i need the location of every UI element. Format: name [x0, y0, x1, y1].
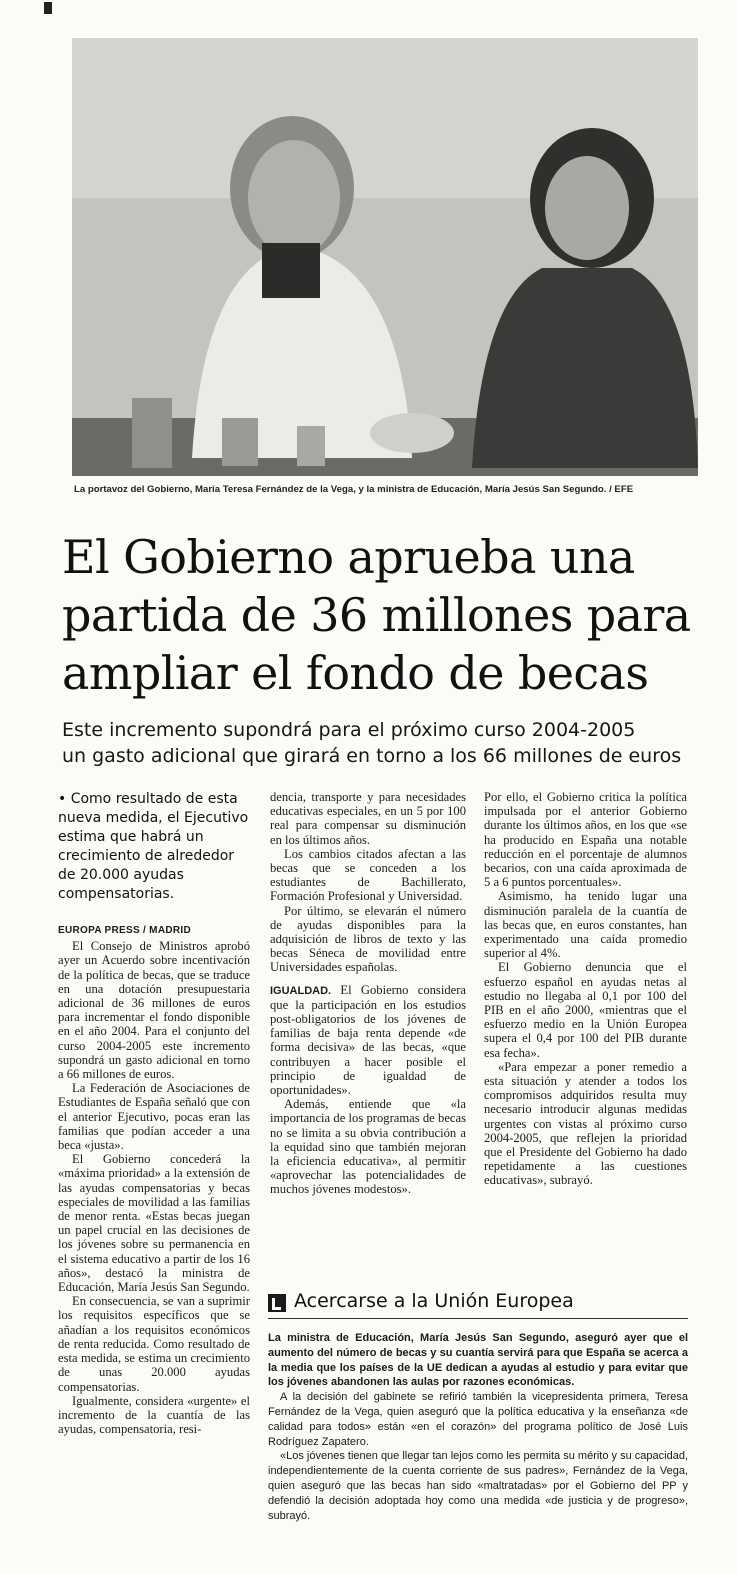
- sidebar-lead: La ministra de Educación, María Jesús San Segundo, aseguró ayer que el aumento del número de becas y su cuantía servirá para que España se acerca a la media que los países de la UE dedican a ayudas al estudio y para evitar que los jóvenes abandonen las aulas por razones económicas.: [268, 1332, 688, 1389]
- section-kicker: IGUALDAD.: [270, 984, 332, 997]
- paragraph: Por ello, el Gobierno critica la política impulsada por el anterior Gobierno durante los últimos años, en los que «se ha producido en España una notable reducción en el porcentaje de alumnos becarios, con una caída aproximada de 5 a 6 puntos porcentuales».: [484, 790, 687, 890]
- subheadline: [62, 717, 712, 769]
- sidebar-box-body: [268, 1331, 688, 1523]
- article-column-2: [270, 790, 466, 1197]
- byline: EUROPA PRESS / MADRID: [58, 925, 191, 936]
- article-column-3: [484, 790, 687, 1188]
- paragraph: El Consejo de Ministros aprobó ayer un Acuerdo sobre incentivación de la política de becas, que se traduce en una dotación presupuestaria adicional de 36 millones de euros para incrementar el fondo disponible en el año 2004. Para el conjunto del curso 2004-2005 este incremento supondrá un gasto adicional en torno a 66 millones de euros.: [58, 939, 250, 1082]
- section-marker-icon: [268, 1294, 286, 1312]
- summary-highlight: • Como resultado de esta nueva medida, el Ejecutivo estima que habrá un crecimiento de alrededor de 20.000 ayudas compensatorias.: [58, 791, 249, 902]
- sidebar-box: [268, 1290, 688, 1523]
- subheadline-line: un gasto adicional que girará en torno a los 66 millones de euros: [62, 745, 682, 767]
- subheadline-line: Este incremento supondrá para el próximo curso 2004-2005: [62, 719, 636, 741]
- headline-line: El Gobierno aprueba una: [62, 530, 635, 584]
- paragraph: [270, 983, 466, 1098]
- paragraph: A la decisión del gabinete se refirió también la vicepresidenta primera, Teresa Fernández de la Vega, quien aseguró que la política educativa y la enseñanza «de calidad para todos» están «en el corazón» del programa político de José Luis Rodríguez Zapatero.: [268, 1391, 688, 1448]
- sidebar-box-header: [268, 1290, 688, 1319]
- paragraph: Por último, se elevarán el número de ayudas disponibles para la adquisición de libros de texto y las becas Séneca de movilidad entre Universidades españolas.: [270, 903, 466, 975]
- headline-line: partida de 36 millones para: [62, 588, 691, 642]
- paragraph: Además, entiende que «la importancia de los programas de becas no se limita a su obvia contribución a la equidad sino que también mejoran la eficiencia educativa», al permitir «aprovechar las potencialidades de muchos jóvenes modestos».: [270, 1097, 466, 1197]
- photo-caption: La portavoz del Gobierno, María Teresa Fernández de la Vega, y la ministra de Educación, María Jesús San Segundo. / EFE: [74, 484, 634, 495]
- paragraph: Los cambios citados afectan a las becas que se conceden a los estudiantes de Bachillerato, Formación Profesional y Universidad.: [270, 846, 466, 904]
- corner-mark: [44, 2, 52, 14]
- paragraph: «Los jóvenes tienen que llegar tan lejos como les permita su mérito y su capacidad, independientemente de la cuenta corriente de sus padres», Fernández de la Vega, quien aseguró que las becas han sido «maltratadas» por el Gobierno del PP y defendió la decisión adoptada hoy como una medida «de justicia y de progreso», subrayó.: [268, 1450, 688, 1522]
- article-column-1: [58, 790, 250, 1436]
- paragraph: El Gobierno concederá la «máxima prioridad» a la extensión de las ayudas compensatorias y becas especiales de movilidad a las familias de menor renta. «Estas becas juegan un papel crucial en las decisiones de los jóvenes sobre su permanencia en el sistema educativo a partir de los 16 años», destacó la ministra de Educación, María Jesús San Segundo.: [58, 1152, 250, 1295]
- headline-line: ampliar el fondo de becas: [62, 646, 649, 700]
- paragraph: En consecuencia, se van a suprimir los requisitos específicos que se añadían a los requisitos económicos de renta reducida. Como resultado de esta medida, se estima un crecimiento de unas 20.000 ayudas compensatorias.: [58, 1294, 250, 1394]
- photo-illustration: [72, 38, 698, 476]
- paragraph: Asimismo, ha tenido lugar una disminución paralela de la cuantía de las becas que, en euros constantes, han experimentado una caída promedio superior al 4%.: [484, 889, 687, 961]
- paragraph-text: El Gobierno considera que la participación en los estudios post-obligatorios de los jóvenes de familias de baja renta depende «de forma decisiva» de las becas, «que contribuyen a hacer posible el principio de igualdad de oportunidades».: [270, 982, 466, 1098]
- paragraph: La Federación de Asociaciones de Estudiantes de España señaló que con el anterior Ejecutivo, pocas eran las familias que podían acceder a una beca «justa».: [58, 1081, 250, 1153]
- paragraph: El Gobierno denuncia que el esfuerzo español en ayudas netas al estudio no llegaba al 0,1 por 100 del PIB en el año 2000, «mientras que el esfuerzo medio en la Unión Europea supera el 0,4 por 100 del PIB durante esa fecha».: [484, 960, 687, 1060]
- sidebar-box-title: Acercarse a la Unión Europea: [294, 1290, 574, 1312]
- headline: [62, 528, 702, 702]
- paragraph: «Para empezar a poner remedio a esta situación y atender a todos los compromisos adquiridos resulta muy necesario introducir algunas medidas urgentes con vistas al próximo curso 2004-2005, que reflejen la prioridad que el Presidente del Gobierno ha dado repetidamente a las cuestiones educativas», subrayó.: [484, 1059, 687, 1188]
- paragraph: Igualmente, considera «urgente» el incremento de la cuantía de las ayudas, compensatoria, resi-: [58, 1393, 250, 1437]
- paragraph: dencia, transporte y para necesidades educativas especiales, en un 5 por 100 real para compensar su disminución en los últimos años.: [270, 790, 466, 847]
- news-photo: [72, 38, 698, 476]
